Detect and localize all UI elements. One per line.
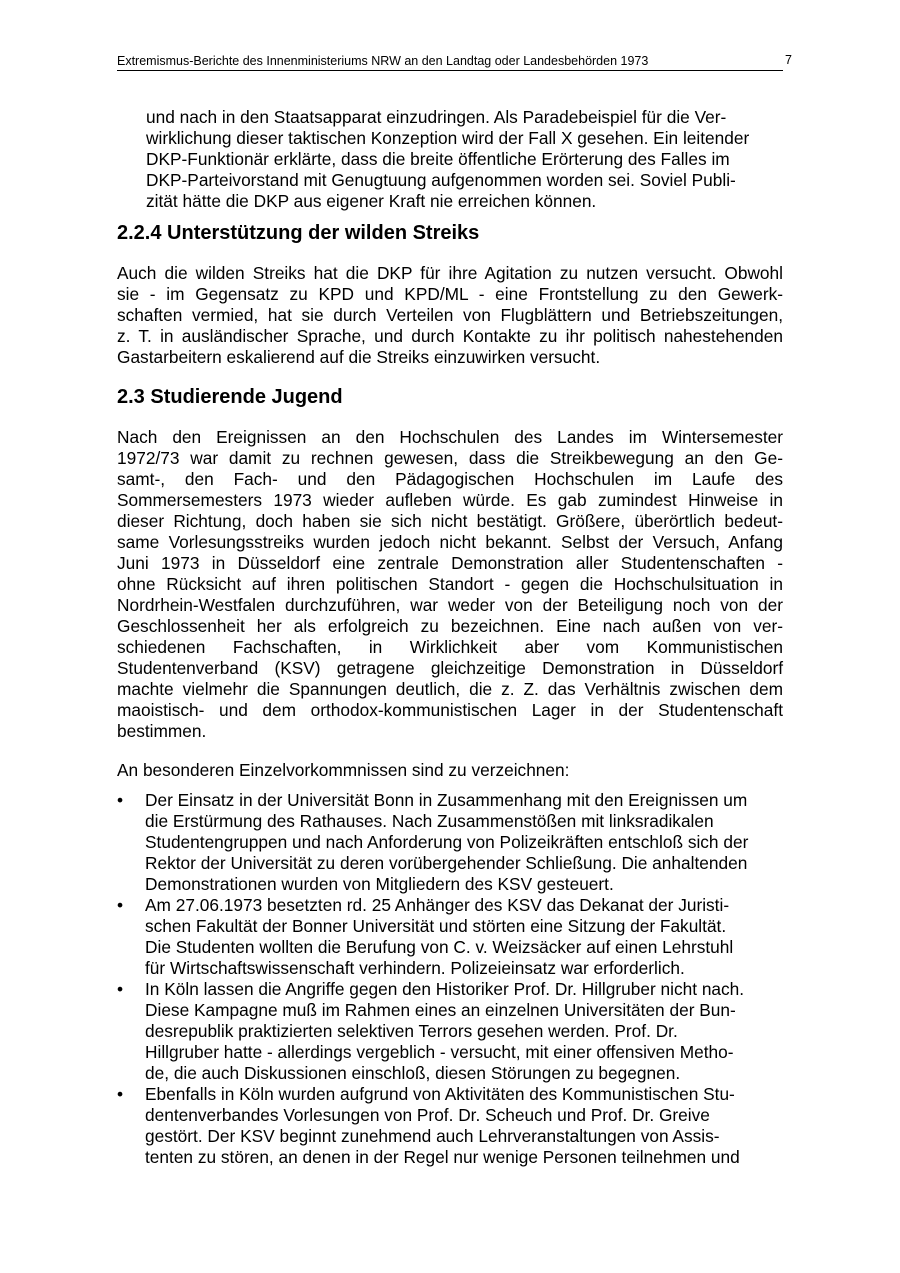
section-heading-2-2-4: 2.2.4 Unterstützung der wilden Streiks: [117, 222, 480, 244]
section-heading-2-3: 2.3 Studierende Jugend: [117, 386, 343, 408]
text-line: und nach in den Staatsapparat einzudringen. Als Paradebeispiel für die Ver-: [146, 107, 727, 127]
text-line: Rektor der Universität zu deren vorübergehender Schließung. Die anhaltenden: [145, 853, 748, 873]
text-line: Auch die wilden Streiks hat die DKP für ihre Agitation zu nutzen versucht. Obwohl: [117, 263, 783, 283]
text-line: Studentengruppen und nach Anforderung von Polizeikräften entschloß sich der: [145, 832, 749, 852]
text-line: An besonderen Einzelvorkommnissen sind zu verzeichnen:: [117, 760, 570, 780]
text-line: dentenverbandes Vorlesungen von Prof. Dr. Scheuch und Prof. Dr. Greive: [145, 1105, 710, 1125]
text-line: Diese Kampagne muß im Rahmen eines an einzelnen Universitäten der Bun-: [145, 1000, 736, 1020]
continuation-paragraph: [146, 107, 783, 212]
text-line: sie - im Gegensatz zu KPD und KPD/ML - eine Frontstellung zu den Gewerk-: [117, 284, 783, 304]
text-line: schen Fakultät der Bonner Universität und störten eine Sitzung der Fakultät.: [145, 916, 727, 936]
text-line: machte vielmehr die Spannungen deutlich, die z. Z. das Verhältnis zwischen dem: [117, 679, 783, 699]
intro-einzelvorkommnisse: [117, 760, 783, 781]
paragraph-studierende-jugend: [117, 427, 783, 742]
text-line: maoistisch- und dem orthodox-kommunistischen Lager in der Studentenschaft: [117, 700, 783, 720]
text-line: bestimmen.: [117, 721, 207, 741]
text-line: In Köln lassen die Angriffe gegen den Historiker Prof. Dr. Hillgruber nicht nach.: [145, 979, 745, 999]
list-item-text: [145, 979, 783, 1084]
bullet-icon: •: [117, 979, 124, 999]
text-line: de, die auch Diskussionen einschloß, diesen Störungen zu begegnen.: [145, 1063, 681, 1083]
text-line: Sommersemesters 1973 wieder aufleben würde. Es gab zumindest Hinweise in: [117, 490, 783, 510]
text-line: Nach den Ereignissen an den Hochschulen des Landes im Wintersemester: [117, 427, 783, 447]
text-line: Die Studenten wollten die Berufung von C. v. Weizsäcker auf einen Lehrstuhl: [145, 937, 734, 957]
text-line: Am 27.06.1973 besetzten rd. 25 Anhänger des KSV das Dekanat der Juristi-: [145, 895, 730, 915]
text-line: schiedenen Fachschaften, in Wirklichkeit aber vom Kommunistischen: [117, 637, 783, 657]
text-line: DKP-Funktionär erklärte, dass die breite öffentliche Erörterung des Falles im: [146, 149, 730, 169]
text-line: same Vorlesungsstreiks wurden jedoch nicht bekannt. Selbst der Versuch, Anfang: [117, 532, 783, 552]
text-line: wirklichung dieser taktischen Konzeption wird der Fall X gesehen. Ein leitender: [146, 128, 750, 148]
text-line: tenten zu stören, an denen in der Regel nur wenige Personen teilnehmen und: [145, 1147, 740, 1167]
text-line: z. T. in ausländischer Sprache, und durch Kontakte zu ihr politisch nahestehenden: [117, 326, 783, 346]
running-title: Extremismus-Berichte des Innenministeriums NRW an den Landtag oder Landesbehörden 1973: [117, 54, 649, 68]
text-line: für Wirtschaftswissenschaft verhindern. Polizeieinsatz war erforderlich.: [145, 958, 685, 978]
list-item-text: [145, 1084, 783, 1168]
text-line: desrepublik praktizierten selektiven Terrors gesehen werden. Prof. Dr.: [145, 1021, 678, 1041]
text-line: zität hätte die DKP aus eigener Kraft nie erreichen können.: [146, 191, 597, 211]
bullet-icon: •: [117, 895, 124, 915]
text-line: Nordrhein-Westfalen durchzuführen, war weder von der Beteiligung noch von der: [117, 595, 783, 615]
text-line: samt-, den Fach- und den Pädagogischen Hochschulen im Laufe des: [117, 469, 783, 489]
running-header: [117, 53, 792, 71]
text-line: die Erstürmung des Rathauses. Nach Zusammenstößen mit linksradikalen: [145, 811, 714, 831]
text-line: Hillgruber hatte - allerdings vergeblich - versucht, mit einer offensiven Metho-: [145, 1042, 734, 1062]
list-item-text: [145, 895, 783, 979]
text-line: DKP-Parteivorstand mit Genugtuung aufgenommen worden sei. Soviel Publi-: [146, 170, 736, 190]
text-line: gestört. Der KSV beginnt zunehmend auch Lehrveranstaltungen von Assis-: [145, 1126, 720, 1146]
page-number: 7: [785, 53, 792, 67]
bullet-icon: •: [117, 1084, 124, 1104]
text-line: schaften vermied, hat sie durch Verteilen von Flugblättern und Betriebszeitungen,: [117, 305, 783, 325]
text-line: 1972/73 war damit zu rechnen gewesen, dass die Streikbewegung an den Ge-: [117, 448, 783, 468]
list-item-text: [145, 790, 783, 895]
text-line: ohne Rücksicht auf ihren politischen Standort - gegen die Hochschulsituation in: [117, 574, 783, 594]
bullet-icon: •: [117, 790, 124, 810]
text-line: Juni 1973 in Düsseldorf eine zentrale Demonstration aller Studentenschaften -: [117, 553, 783, 573]
text-line: Studentenverband (KSV) getragene gleichzeitige Demonstration in Düsseldorf: [117, 658, 783, 678]
text-line: Gastarbeitern eskalierend auf die Streiks einzuwirken versucht.: [117, 347, 601, 367]
text-line: Demonstrationen wurden von Mitgliedern des KSV gesteuert.: [145, 874, 614, 894]
paragraph-wilde-streiks: [117, 263, 783, 368]
text-line: Ebenfalls in Köln wurden aufgrund von Aktivitäten des Kommunistischen Stu-: [145, 1084, 735, 1104]
text-line: Der Einsatz in der Universität Bonn in Zusammenhang mit den Ereignissen um: [145, 790, 748, 810]
text-line: Geschlossenheit her als erfolgreich zu bezeichnen. Eine nach außen von ver-: [117, 616, 783, 636]
text-line: dieser Richtung, doch haben sie sich nicht bestätigt. Größere, überörtlich bedeut-: [117, 511, 783, 531]
